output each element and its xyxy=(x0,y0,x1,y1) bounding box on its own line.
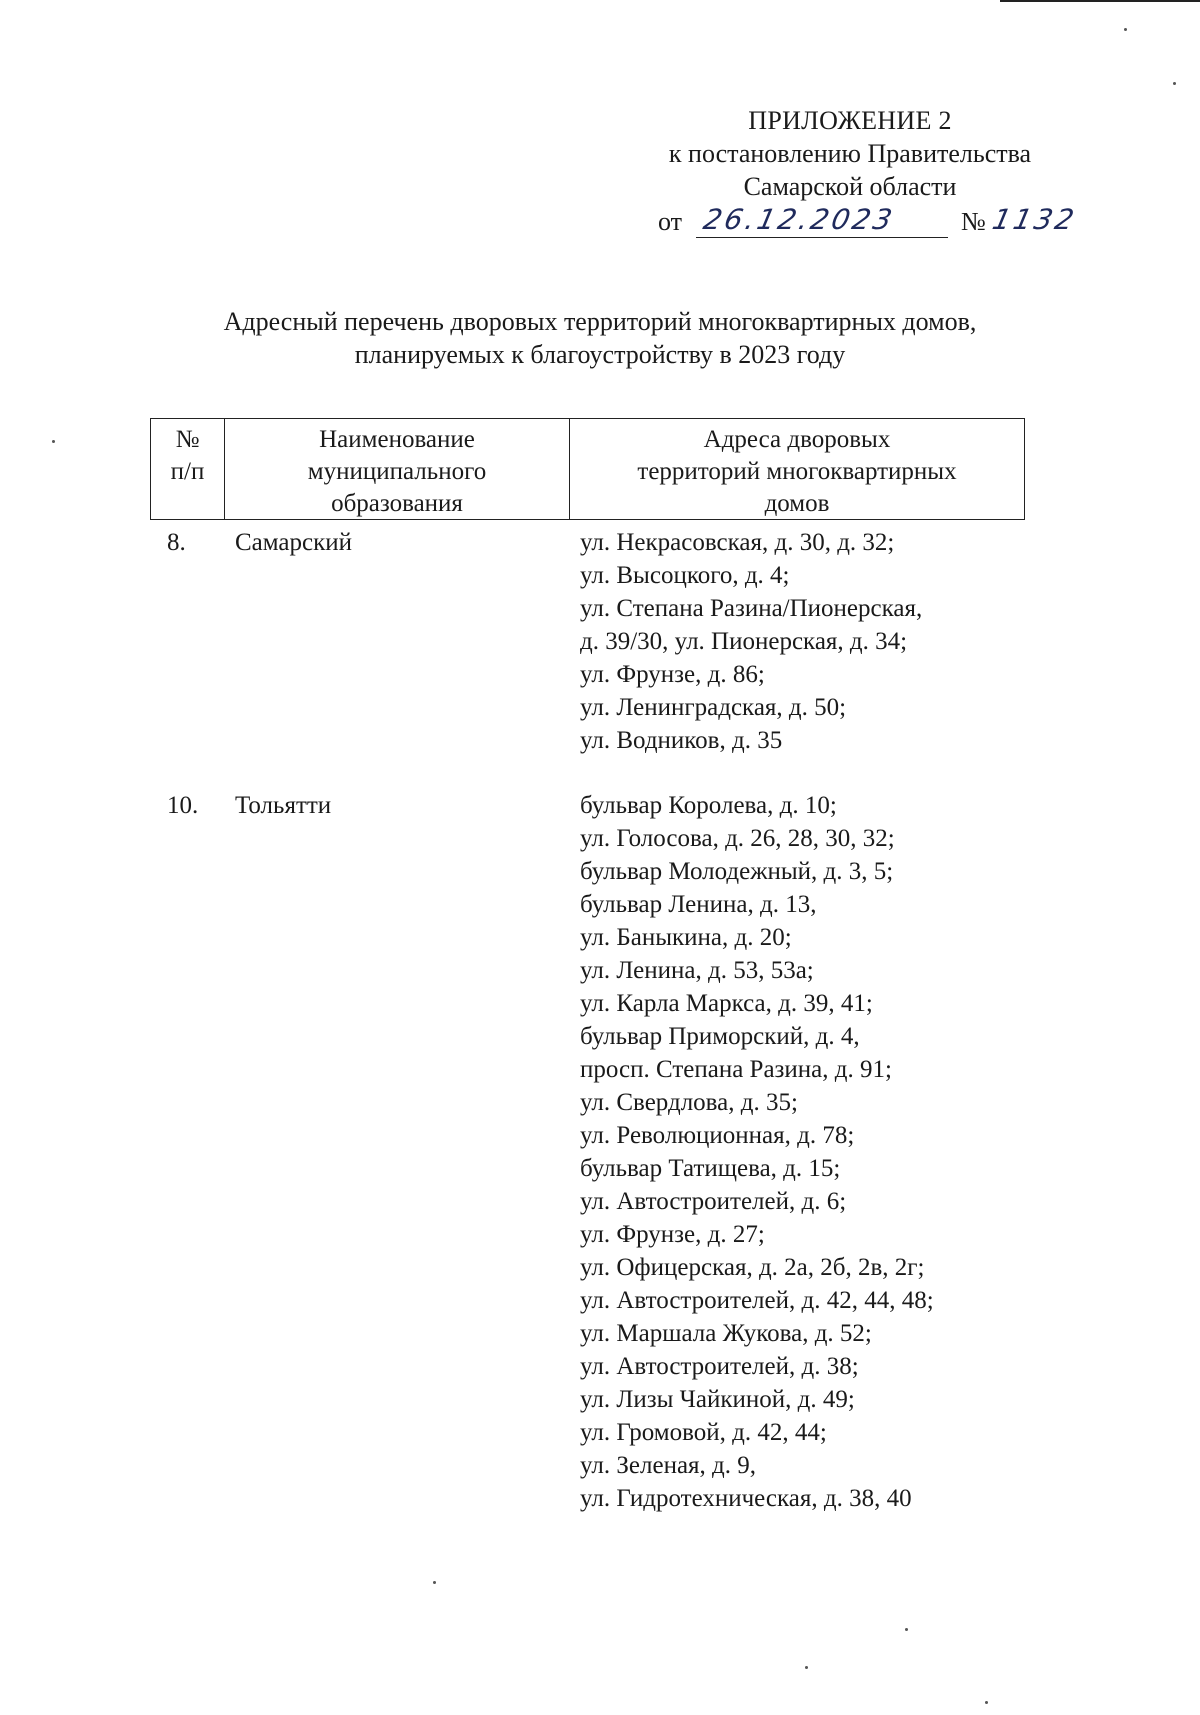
number-field xyxy=(989,203,1080,237)
scan-speck xyxy=(1124,28,1127,31)
address-line: ул. Высоцкого, д. 4; xyxy=(580,562,790,589)
address-line: ул. Некрасовская, д. 30, д. 32; xyxy=(580,529,895,556)
header-addresses-line-1: Адреса дворовых xyxy=(703,426,891,453)
header-municipality-line-3: образования xyxy=(331,490,463,517)
address-line: бульвар Татищева, д. 15; xyxy=(580,1155,841,1182)
scan-speck xyxy=(1173,82,1176,85)
header-addresses-line-3: домов xyxy=(764,490,830,517)
row-number: 10. xyxy=(167,792,199,819)
address-line: ул. Зеленая, д. 9, xyxy=(580,1452,757,1479)
address-line: ул. Лизы Чайкиной, д. 49; xyxy=(580,1386,855,1413)
address-line: ул. Степана Разина/Пионерская, xyxy=(580,595,923,622)
scan-speck xyxy=(985,1701,988,1704)
scan-edge-line xyxy=(1000,0,1200,2)
approval-date-line xyxy=(658,203,1078,239)
address-line: ул. Фрунзе, д. 27; xyxy=(580,1221,765,1248)
header-num-line-2: п/п xyxy=(170,458,205,485)
header-num xyxy=(151,419,224,519)
address-line: ул. Ленинградская, д. 50; xyxy=(580,694,847,721)
header-municipality-line-1: Наименование xyxy=(319,426,475,453)
header-num-line-1: № xyxy=(175,426,200,453)
scan-speck xyxy=(52,440,55,443)
row-addresses xyxy=(580,526,1025,757)
address-line: ул. Ленина, д. 53, 53а; xyxy=(580,957,814,984)
address-line: д. 39/30, ул. Пионерская, д. 34; xyxy=(580,628,908,655)
address-line: ул. Гидротехническая, д. 38, 40 xyxy=(580,1485,912,1512)
address-line: ул. Автостроителей, д. 38; xyxy=(580,1353,859,1380)
address-line: ул. Голосова, д. 26, 28, 30, 32; xyxy=(580,825,895,852)
approval-block xyxy=(640,104,1060,203)
header-addresses xyxy=(569,419,1024,519)
table-header xyxy=(150,418,1025,520)
row-addresses xyxy=(580,789,1025,1515)
address-line: бульвар Молодежный, д. 3, 5; xyxy=(580,858,894,885)
document-title-line-1: Адресный перечень дворовых территорий многоквартирных домов, xyxy=(223,307,977,336)
handwritten-date: 26.12.2023 xyxy=(700,203,898,236)
address-line: ул. Громовой, д. 42, 44; xyxy=(580,1419,827,1446)
date-prefix: от xyxy=(658,207,683,236)
approval-line-1: к постановлению Правительства xyxy=(668,139,1032,168)
address-line: бульвар Королева, д. 10; xyxy=(580,792,837,819)
header-municipality-line-2: муниципального xyxy=(307,458,487,485)
document-title xyxy=(130,305,1070,371)
address-line: просп. Степана Разина, д. 91; xyxy=(580,1056,892,1083)
scan-speck xyxy=(433,1581,436,1584)
document-title-line-2: планируемых к благоустройству в 2023 году xyxy=(354,340,846,369)
address-line: ул. Революционная, д. 78; xyxy=(580,1122,855,1149)
address-line: ул. Водников, д. 35 xyxy=(580,727,783,754)
address-line: ул. Автостроителей, д. 42, 44, 48; xyxy=(580,1287,934,1314)
address-line: бульвар Ленина, д. 13, xyxy=(580,891,817,918)
header-addresses-line-2: территорий многоквартирных xyxy=(637,458,957,485)
date-field xyxy=(696,203,948,238)
scan-speck xyxy=(905,1628,908,1631)
approval-line-2: Самарской области xyxy=(743,172,957,201)
address-line: ул. Карла Маркса, д. 39, 41; xyxy=(580,990,873,1017)
handwritten-number: 1132 xyxy=(989,203,1080,236)
address-line: ул. Свердлова, д. 35; xyxy=(580,1089,798,1116)
row-municipality: Тольятти xyxy=(235,792,332,819)
address-line: ул. Фрунзе, д. 86; xyxy=(580,661,765,688)
scan-speck xyxy=(805,1666,808,1669)
row-number: 8. xyxy=(167,529,186,556)
address-line: ул. Офицерская, д. 2а, 2б, 2в, 2г; xyxy=(580,1254,925,1281)
address-line: ул. Маршала Жукова, д. 52; xyxy=(580,1320,872,1347)
row-municipality: Самарский xyxy=(235,529,353,556)
address-line: ул. Баныкина, д. 20; xyxy=(580,924,792,951)
address-line: ул. Автостроителей, д. 6; xyxy=(580,1188,847,1215)
address-line: бульвар Приморский, д. 4, xyxy=(580,1023,860,1050)
appendix-title: ПРИЛОЖЕНИЕ 2 xyxy=(748,106,952,135)
header-municipality xyxy=(224,419,569,519)
number-prefix: № xyxy=(961,207,986,236)
